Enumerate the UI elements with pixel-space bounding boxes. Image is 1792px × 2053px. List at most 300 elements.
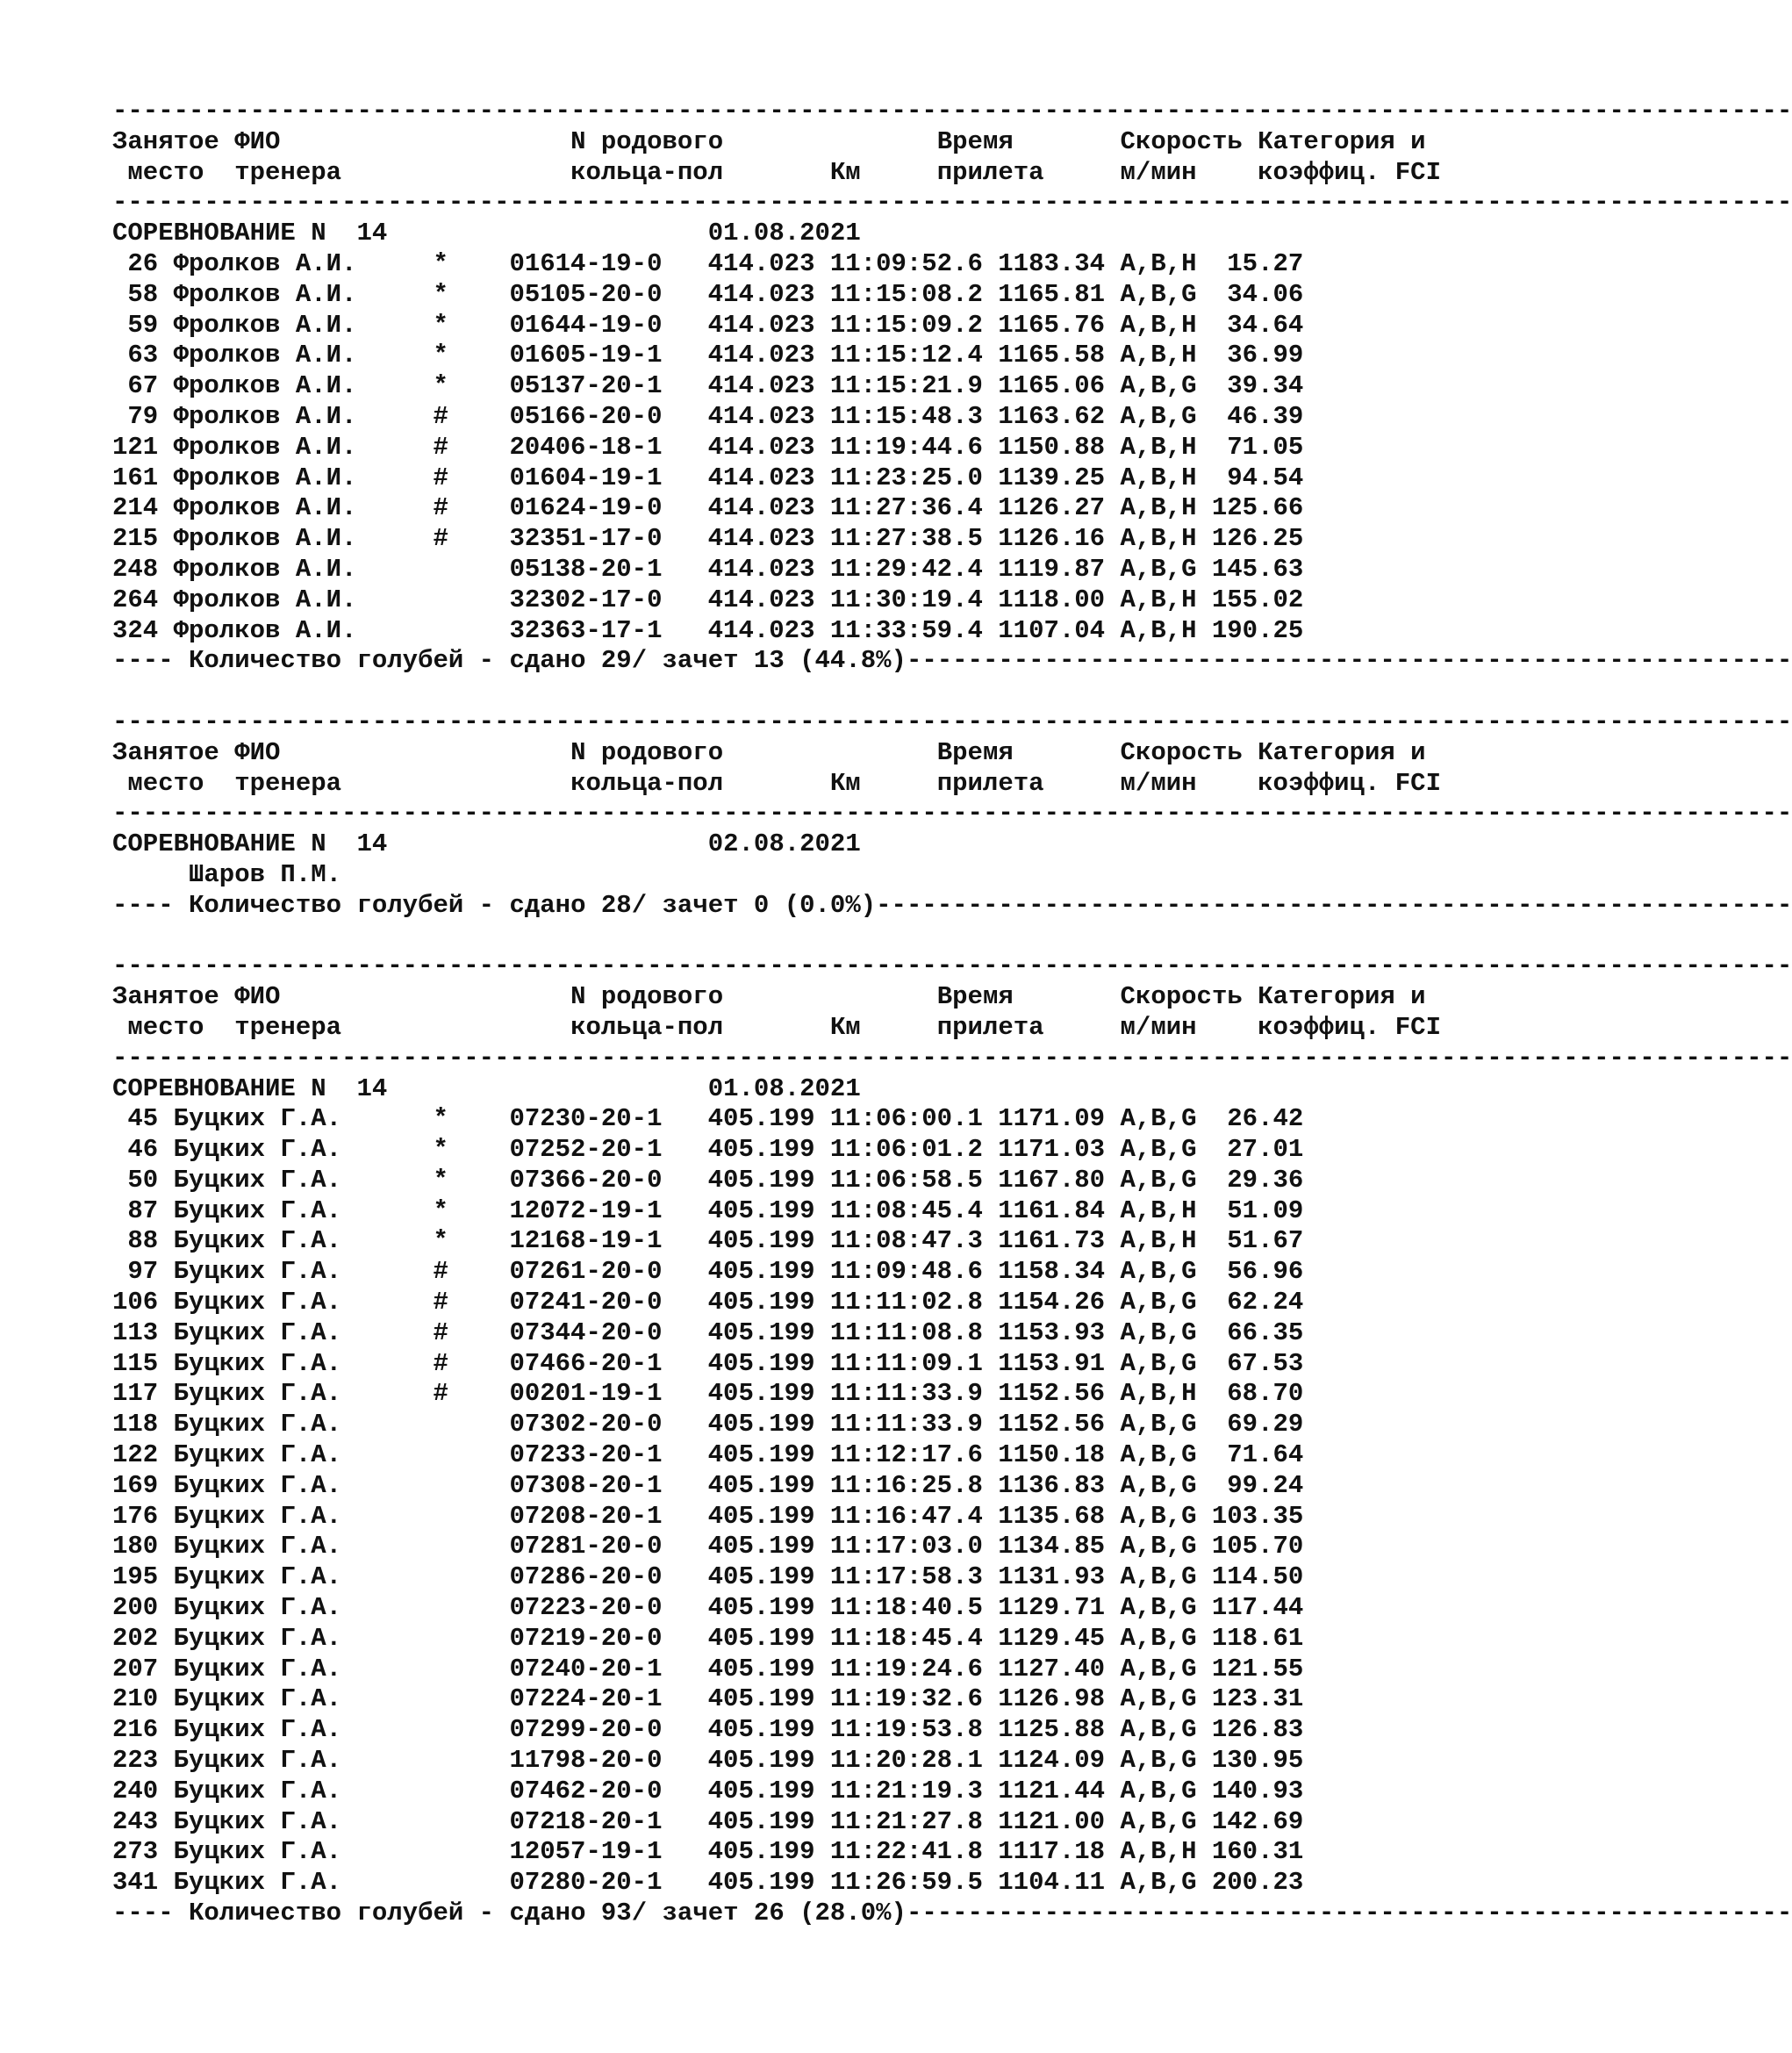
place-cell: 88: [127, 1226, 159, 1256]
competition-title: СОРЕВНОВАНИЕ N 14: [112, 219, 388, 248]
distance-cell: 405.199: [707, 1410, 815, 1439]
speed-cell: 1165.76: [998, 310, 1106, 340]
arrival-time-cell: 11:08:45.4: [829, 1195, 983, 1225]
distance-cell: 405.199: [707, 1562, 815, 1592]
mark-cell: *: [433, 1104, 448, 1134]
fci-coef-cell: 140.93: [1211, 1776, 1304, 1805]
distance-cell: 405.199: [707, 1226, 815, 1256]
header-name: ФИО: [234, 982, 281, 1012]
distance-cell: 414.023: [707, 341, 815, 370]
separator-line: --------------------------------------------------------------------------------------------------------------: [112, 951, 1792, 981]
summary-line: ---- Количество голубей - сдано 93/ зачет 26 (28.0%)----------------------------------------------------------: [112, 1899, 1792, 1928]
ring-number-cell: 32302-17-0: [509, 585, 663, 614]
arrival-time-cell: 11:09:48.6: [829, 1257, 983, 1287]
place-cell: 97: [127, 1257, 159, 1287]
distance-cell: 405.199: [707, 1317, 815, 1347]
arrival-time-cell: 11:17:58.3: [829, 1562, 983, 1592]
result-row: [112, 1837, 1429, 1868]
arrival-time-cell: 11:15:08.2: [829, 279, 983, 309]
mark-cell: *: [433, 1135, 448, 1165]
result-row: [112, 1807, 1429, 1838]
place-cell: 248: [112, 554, 159, 584]
mark-cell: *: [433, 248, 448, 278]
fci-coef-cell: 200.23: [1211, 1868, 1304, 1898]
summary-line: ---- Количество голубей - сдано 29/ зачет 13 (44.8%)----------------------------------------------------------: [112, 646, 1792, 676]
fci-coef-cell: 190.25: [1211, 615, 1304, 645]
trainer-name-cell: Буцких Г.А.: [173, 1776, 342, 1805]
speed-cell: 1107.04: [998, 615, 1106, 645]
category-cell: A,B,G: [1120, 1715, 1197, 1745]
speed-cell: 1118.00: [998, 585, 1106, 614]
ring-number-cell: 07252-20-1: [509, 1135, 663, 1165]
trainer-name-cell: Буцких Г.А.: [173, 1868, 342, 1898]
distance-cell: 405.199: [707, 1257, 815, 1287]
ring-number-cell: 01644-19-0: [509, 310, 663, 340]
category-cell: A,B,G: [1120, 1776, 1197, 1805]
speed-cell: 1126.27: [998, 493, 1106, 523]
speed-cell: 1150.88: [998, 432, 1106, 462]
mark-cell: *: [433, 310, 448, 340]
ring-number-cell: 00201-19-1: [509, 1379, 663, 1409]
result-row: [112, 1318, 1429, 1349]
arrival-time-cell: 11:06:58.5: [829, 1165, 983, 1195]
header-time: Время: [936, 737, 1014, 767]
arrival-time-cell: 11:17:03.0: [829, 1532, 983, 1561]
result-row: [112, 1379, 1429, 1410]
header-name-2: тренера: [234, 157, 342, 187]
header-speed-2: м/мин: [1120, 768, 1197, 798]
ring-number-cell: 05166-20-0: [509, 401, 663, 431]
fci-coef-cell: 46.39: [1227, 401, 1304, 431]
distance-cell: 414.023: [707, 279, 815, 309]
fci-coef-cell: 62.24: [1227, 1288, 1304, 1317]
fci-coef-cell: 29.36: [1227, 1165, 1304, 1195]
trainer-name-cell: Буцких Г.А.: [173, 1501, 342, 1531]
result-row: [112, 402, 1429, 433]
distance-cell: 405.199: [707, 1623, 815, 1653]
fci-coef-cell: 118.61: [1211, 1623, 1304, 1653]
trainer-name-cell: Буцких Г.А.: [173, 1470, 342, 1500]
header-place-2: место: [127, 768, 204, 798]
category-cell: A,B,G: [1120, 1257, 1197, 1287]
ring-number-cell: 11798-20-0: [509, 1746, 663, 1776]
speed-cell: 1126.16: [998, 524, 1106, 554]
result-row: [112, 1349, 1429, 1380]
trainer-name-cell: Буцких Г.А.: [173, 1226, 342, 1256]
category-cell: A,B,G: [1120, 1440, 1197, 1470]
fci-coef-cell: 130.95: [1211, 1746, 1304, 1776]
trainer-name-cell: Буцких Г.А.: [173, 1379, 342, 1409]
arrival-time-cell: 11:11:33.9: [829, 1410, 983, 1439]
arrival-time-cell: 11:26:59.5: [829, 1868, 983, 1898]
arrival-time-cell: 11:30:19.4: [829, 585, 983, 614]
distance-cell: 405.199: [707, 1715, 815, 1745]
trainer-name-cell: Фролков А.И.: [173, 248, 357, 278]
arrival-time-cell: 11:11:33.9: [829, 1379, 983, 1409]
ring-number-cell: 07280-20-1: [509, 1868, 663, 1898]
speed-cell: 1121.44: [998, 1776, 1106, 1805]
place-cell: 117: [112, 1379, 159, 1409]
competition-line: [112, 219, 1429, 249]
arrival-time-cell: 11:06:00.1: [829, 1104, 983, 1134]
trainer-name-cell: Буцких Г.А.: [173, 1623, 342, 1653]
ring-number-cell: 07462-20-0: [509, 1776, 663, 1805]
trainer-name-cell: Буцких Г.А.: [173, 1593, 342, 1623]
speed-cell: 1153.91: [998, 1348, 1106, 1378]
ring-number-cell: 07466-20-1: [509, 1348, 663, 1378]
header-category-2: коэффиц. FCI: [1258, 768, 1441, 798]
speed-cell: 1129.45: [998, 1623, 1106, 1653]
category-cell: A,B,H: [1120, 248, 1197, 278]
ring-number-cell: 05137-20-1: [509, 371, 663, 401]
results-report: [112, 97, 1792, 1929]
competition-date: 02.08.2021: [707, 829, 861, 859]
header-name: ФИО: [234, 737, 281, 767]
ring-number-cell: 07366-20-0: [509, 1165, 663, 1195]
arrival-time-cell: 11:22:41.8: [829, 1837, 983, 1867]
category-cell: A,B,H: [1120, 585, 1197, 614]
competition-line: [112, 1074, 1429, 1105]
arrival-time-cell: 11:19:32.6: [829, 1684, 983, 1714]
speed-cell: 1127.40: [998, 1654, 1106, 1683]
category-cell: A,B,G: [1120, 1684, 1197, 1714]
speed-cell: 1152.56: [998, 1410, 1106, 1439]
speed-cell: 1117.18: [998, 1837, 1106, 1867]
header-place-2: место: [127, 1012, 204, 1042]
distance-cell: 414.023: [707, 554, 815, 584]
speed-cell: 1163.62: [998, 401, 1106, 431]
fci-coef-cell: 36.99: [1227, 341, 1304, 370]
place-cell: 115: [112, 1348, 159, 1378]
ring-number-cell: 07219-20-0: [509, 1623, 663, 1653]
place-cell: 161: [112, 463, 159, 492]
result-row: [112, 1257, 1429, 1288]
fci-coef-cell: 114.50: [1211, 1562, 1304, 1592]
trainer-name-cell: Фролков А.И.: [173, 524, 357, 554]
place-cell: 223: [112, 1746, 159, 1776]
result-row: [112, 1104, 1429, 1135]
speed-cell: 1167.80: [998, 1165, 1106, 1195]
distance-cell: 414.023: [707, 310, 815, 340]
result-row: [112, 1440, 1429, 1471]
fci-coef-cell: 34.06: [1227, 279, 1304, 309]
header-time: Время: [936, 126, 1014, 156]
summary-line: ---- Количество голубей - сдано 28/ зачет 0 (0.0%)------------------------------------------------------------: [112, 890, 1792, 920]
header-time: Время: [936, 982, 1014, 1012]
competition-title: СОРЕВНОВАНИЕ N 14: [112, 1073, 388, 1103]
category-cell: A,B,G: [1120, 1317, 1197, 1347]
category-cell: A,B,G: [1120, 1470, 1197, 1500]
result-row: [112, 1562, 1429, 1593]
header-time-2: прилета: [936, 157, 1044, 187]
category-cell: A,B,G: [1120, 1623, 1197, 1653]
arrival-time-cell: 11:29:42.4: [829, 554, 983, 584]
category-cell: A,B,H: [1120, 463, 1197, 492]
category-cell: A,B,G: [1120, 1348, 1197, 1378]
arrival-time-cell: 11:18:40.5: [829, 1593, 983, 1623]
fci-coef-cell: 56.96: [1227, 1257, 1304, 1287]
category-cell: A,B,H: [1120, 1226, 1197, 1256]
section-gap: [112, 922, 1429, 952]
place-cell: 210: [112, 1684, 159, 1714]
trainer-name-cell: Буцких Г.А.: [173, 1165, 342, 1195]
arrival-time-cell: 11:09:52.6: [829, 248, 983, 278]
speed-cell: 1171.09: [998, 1104, 1106, 1134]
distance-cell: 405.199: [707, 1746, 815, 1776]
category-cell: A,B,G: [1120, 1288, 1197, 1317]
separator-line: --------------------------------------------------------------------------------------------------------------: [112, 707, 1792, 736]
place-cell: 180: [112, 1532, 159, 1561]
distance-cell: 414.023: [707, 371, 815, 401]
distance-cell: 414.023: [707, 248, 815, 278]
category-cell: A,B,G: [1120, 1135, 1197, 1165]
fci-coef-cell: 117.44: [1211, 1593, 1304, 1623]
place-cell: 106: [112, 1288, 159, 1317]
fci-coef-cell: 51.09: [1227, 1195, 1304, 1225]
result-row: [112, 1166, 1429, 1196]
category-cell: A,B,H: [1120, 310, 1197, 340]
trainer-name-cell: Фролков А.И.: [173, 432, 357, 462]
ring-number-cell: 07230-20-1: [509, 1104, 663, 1134]
ring-number-cell: 12168-19-1: [509, 1226, 663, 1256]
category-cell: A,B,G: [1120, 1654, 1197, 1683]
ring-number-cell: 20406-18-1: [509, 432, 663, 462]
place-cell: 243: [112, 1806, 159, 1836]
place-cell: 214: [112, 493, 159, 523]
arrival-time-cell: 11:08:47.3: [829, 1226, 983, 1256]
result-row: [112, 1471, 1429, 1502]
result-section: [112, 707, 1792, 951]
result-row: [112, 524, 1429, 555]
category-cell: A,B,H: [1120, 1837, 1197, 1867]
mark-cell: *: [433, 1165, 448, 1195]
header-km: Км: [829, 1012, 861, 1042]
mark-cell: #: [433, 432, 448, 462]
fci-coef-cell: 155.02: [1211, 585, 1304, 614]
place-cell: 273: [112, 1837, 159, 1867]
ring-number-cell: 32351-17-0: [509, 524, 663, 554]
category-cell: A,B,G: [1120, 371, 1197, 401]
arrival-time-cell: 11:11:08.8: [829, 1317, 983, 1347]
header-category-2: коэффиц. FCI: [1258, 1012, 1441, 1042]
trainer-name-cell: Фролков А.И.: [173, 279, 357, 309]
trainer-name-cell: Буцких Г.А.: [173, 1288, 342, 1317]
fci-coef-cell: 26.42: [1227, 1104, 1304, 1134]
column-header-line-1: [112, 738, 1429, 769]
competition-line: [112, 829, 1429, 860]
mark-cell: *: [433, 1195, 448, 1225]
fci-coef-cell: 125.66: [1211, 493, 1304, 523]
ring-number-cell: 05105-20-0: [509, 279, 663, 309]
place-cell: 215: [112, 524, 159, 554]
fci-coef-cell: 69.29: [1227, 1410, 1304, 1439]
trainer-name-cell: Буцких Г.А.: [173, 1532, 342, 1561]
arrival-time-cell: 11:33:59.4: [829, 615, 983, 645]
fci-coef-cell: 123.31: [1211, 1684, 1304, 1714]
trainer-name-cell: Буцких Г.А.: [173, 1715, 342, 1745]
trainer-only-line: [112, 860, 1429, 891]
ring-number-cell: 07308-20-1: [509, 1470, 663, 1500]
header-time-2: прилета: [936, 768, 1044, 798]
trainer-name-cell: Фролков А.И.: [173, 310, 357, 340]
fci-coef-cell: 71.64: [1227, 1440, 1304, 1470]
speed-cell: 1119.87: [998, 554, 1106, 584]
distance-cell: 414.023: [707, 463, 815, 492]
place-cell: 207: [112, 1654, 159, 1683]
header-category-2: коэффиц. FCI: [1258, 157, 1441, 187]
result-row: [112, 1868, 1429, 1899]
place-cell: 118: [112, 1410, 159, 1439]
fci-coef-cell: 103.35: [1211, 1501, 1304, 1531]
ring-number-cell: 07233-20-1: [509, 1440, 663, 1470]
ring-number-cell: 01614-19-0: [509, 248, 663, 278]
result-row: [112, 433, 1429, 463]
ring-number-cell: 07286-20-0: [509, 1562, 663, 1592]
speed-cell: 1121.00: [998, 1806, 1106, 1836]
header-ring-2: кольца-пол: [570, 768, 724, 798]
result-row: [112, 311, 1429, 341]
mark-cell: #: [433, 401, 448, 431]
mark-cell: *: [433, 1226, 448, 1256]
result-row: [112, 463, 1429, 494]
fci-coef-cell: 126.83: [1211, 1715, 1304, 1745]
result-row: [112, 371, 1429, 402]
ring-number-cell: 07281-20-0: [509, 1532, 663, 1561]
header-ring-2: кольца-пол: [570, 157, 724, 187]
distance-cell: 414.023: [707, 615, 815, 645]
place-cell: 341: [112, 1868, 159, 1898]
header-km: Км: [829, 157, 861, 187]
category-cell: A,B,G: [1120, 1806, 1197, 1836]
place-cell: 195: [112, 1562, 159, 1592]
place-cell: 63: [127, 341, 159, 370]
ring-number-cell: 01604-19-1: [509, 463, 663, 492]
distance-cell: 405.199: [707, 1593, 815, 1623]
mark-cell: #: [433, 493, 448, 523]
fci-coef-cell: 68.70: [1227, 1379, 1304, 1409]
result-section: [112, 951, 1792, 1929]
arrival-time-cell: 11:27:36.4: [829, 493, 983, 523]
result-row: [112, 1593, 1429, 1624]
header-place: Занятое: [112, 982, 219, 1012]
result-row: [112, 1502, 1429, 1533]
speed-cell: 1134.85: [998, 1532, 1106, 1561]
ring-number-cell: 05138-20-1: [509, 554, 663, 584]
fci-coef-cell: 34.64: [1227, 310, 1304, 340]
header-ring: N родового: [570, 982, 724, 1012]
trainer-name-cell: Буцких Г.А.: [173, 1195, 342, 1225]
result-row: [112, 585, 1429, 616]
ring-number-cell: 07241-20-0: [509, 1288, 663, 1317]
trainer-name-cell: Буцких Г.А.: [173, 1806, 342, 1836]
competition-title: СОРЕВНОВАНИЕ N 14: [112, 829, 388, 859]
trainer-name-cell: Фролков А.И.: [173, 554, 357, 584]
competition-date: 01.08.2021: [707, 219, 861, 248]
trainer-name-cell: Буцких Г.А.: [173, 1746, 342, 1776]
trainer-name-cell: Буцких Г.А.: [173, 1837, 342, 1867]
competition-date: 01.08.2021: [707, 1073, 861, 1103]
trainer-name: Шаров П.М.: [189, 859, 342, 889]
fci-coef-cell: 126.25: [1211, 524, 1304, 554]
ring-number-cell: 07240-20-1: [509, 1654, 663, 1683]
trainer-name-cell: Буцких Г.А.: [173, 1104, 342, 1134]
trainer-name-cell: Фролков А.И.: [173, 493, 357, 523]
distance-cell: 405.199: [707, 1165, 815, 1195]
header-name-2: тренера: [234, 768, 342, 798]
fci-coef-cell: 121.55: [1211, 1654, 1304, 1683]
separator-line: --------------------------------------------------------------------------------------------------------------: [112, 799, 1792, 829]
speed-cell: 1136.83: [998, 1470, 1106, 1500]
speed-cell: 1171.03: [998, 1135, 1106, 1165]
arrival-time-cell: 11:06:01.2: [829, 1135, 983, 1165]
header-speed: Скорость: [1120, 737, 1243, 767]
fci-coef-cell: 105.70: [1211, 1532, 1304, 1561]
speed-cell: 1135.68: [998, 1501, 1106, 1531]
speed-cell: 1165.06: [998, 371, 1106, 401]
header-place-2: место: [127, 157, 204, 187]
category-cell: A,B,G: [1120, 1593, 1197, 1623]
place-cell: 324: [112, 615, 159, 645]
ring-number-cell: 07299-20-0: [509, 1715, 663, 1745]
speed-cell: 1124.09: [998, 1746, 1106, 1776]
ring-number-cell: 07223-20-0: [509, 1593, 663, 1623]
arrival-time-cell: 11:19:53.8: [829, 1715, 983, 1745]
arrival-time-cell: 11:20:28.1: [829, 1746, 983, 1776]
speed-cell: 1131.93: [998, 1562, 1106, 1592]
place-cell: 202: [112, 1623, 159, 1653]
speed-cell: 1126.98: [998, 1684, 1106, 1714]
trainer-name-cell: Фролков А.И.: [173, 341, 357, 370]
result-row: [112, 1288, 1429, 1318]
column-header-line-2: [112, 1012, 1441, 1044]
result-row: [112, 1532, 1429, 1562]
place-cell: 26: [127, 248, 159, 278]
header-category: Категория и: [1258, 737, 1426, 767]
speed-cell: 1154.26: [998, 1288, 1106, 1317]
place-cell: 113: [112, 1317, 159, 1347]
header-km: Км: [829, 768, 861, 798]
distance-cell: 414.023: [707, 401, 815, 431]
header-name: ФИО: [234, 126, 281, 156]
distance-cell: 405.199: [707, 1379, 815, 1409]
distance-cell: 405.199: [707, 1684, 815, 1714]
place-cell: 240: [112, 1776, 159, 1805]
header-place: Занятое: [112, 126, 219, 156]
mark-cell: #: [433, 1288, 448, 1317]
trainer-name-cell: Буцких Г.А.: [173, 1654, 342, 1683]
separator-line: --------------------------------------------------------------------------------------------------------------: [112, 188, 1792, 218]
header-time-2: прилета: [936, 1012, 1044, 1042]
trainer-name-cell: Буцких Г.А.: [173, 1317, 342, 1347]
arrival-time-cell: 11:15:21.9: [829, 371, 983, 401]
arrival-time-cell: 11:11:02.8: [829, 1288, 983, 1317]
header-speed-2: м/мин: [1120, 1012, 1197, 1042]
speed-cell: 1165.81: [998, 279, 1106, 309]
arrival-time-cell: 11:15:09.2: [829, 310, 983, 340]
fci-coef-cell: 51.67: [1227, 1226, 1304, 1256]
place-cell: 176: [112, 1501, 159, 1531]
trainer-name-cell: Буцких Г.А.: [173, 1410, 342, 1439]
category-cell: A,B,G: [1120, 401, 1197, 431]
trainer-name-cell: Буцких Г.А.: [173, 1684, 342, 1714]
trainer-name-cell: Фролков А.И.: [173, 463, 357, 492]
result-row: [112, 616, 1429, 647]
distance-cell: 405.199: [707, 1532, 815, 1561]
speed-cell: 1129.71: [998, 1593, 1106, 1623]
column-header-line-2: [112, 157, 1441, 189]
trainer-name-cell: Буцких Г.А.: [173, 1348, 342, 1378]
distance-cell: 405.199: [707, 1288, 815, 1317]
